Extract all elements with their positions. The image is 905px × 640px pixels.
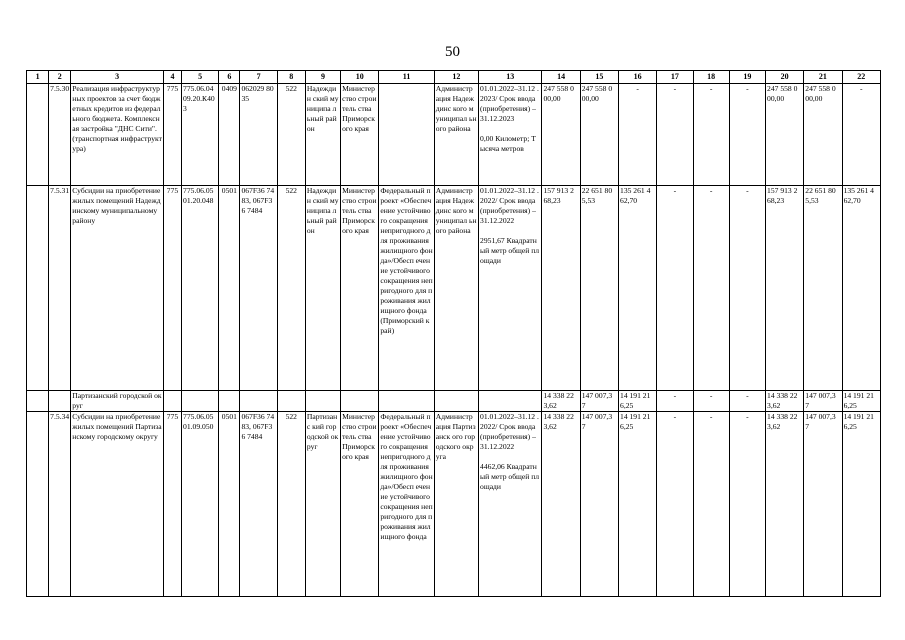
- cell-col-2: 7.5.31: [49, 186, 71, 391]
- cell-col-3: Субсидии на приобретение жилых помещений Надеждинскому муниципальному району: [71, 186, 164, 391]
- table-row: [27, 412, 881, 597]
- cell-col-12: Администр ация Надеждинс кого муниципал ьного района: [434, 186, 478, 391]
- cell-col-6: 0501: [219, 186, 240, 391]
- cell-col-17: -: [657, 84, 693, 186]
- cell-col-21: 147 007,3 7: [804, 412, 842, 597]
- column-header-7: 7: [240, 71, 277, 84]
- cell-col-3: Реализация инфраструктурных проектов за счет бюджетных кредитов из федерального бюджета. Комплексная застройка "ДНС Сити". (транспортная инфраструктура): [71, 84, 164, 186]
- cell-col-1: [27, 391, 49, 412]
- column-header-16: 16: [619, 71, 657, 84]
- cell-col-12: Администр ация Надеждинс кого муниципал ьного района: [434, 84, 478, 186]
- cell-col-2: [49, 391, 71, 412]
- cell-col-8: 522: [277, 84, 305, 186]
- cell-col-10: Министер ство строитель ства Приморск ого края: [341, 186, 379, 391]
- cell-col-20: 14 338 22 3,62: [766, 412, 804, 597]
- column-header-5: 5: [182, 71, 219, 84]
- cell-col-3: Субсидии на приобретение жилых помещений Партизанскому городскому округу: [71, 412, 164, 597]
- cell-col-17: -: [657, 391, 693, 412]
- cell-col-6: [219, 391, 240, 412]
- cell-col-18: -: [693, 412, 729, 597]
- cell-col-16: -: [619, 84, 657, 186]
- cell-col-7: 067F36 7483, 067F36 7484: [240, 412, 277, 597]
- cell-col-9: [305, 391, 340, 412]
- header-row: [27, 71, 881, 84]
- cell-col-19: -: [729, 391, 765, 412]
- cell-col-21: 22 651 80 5,53: [804, 186, 842, 391]
- cell-col-16: 14 191 21 6,25: [619, 391, 657, 412]
- column-header-18: 18: [693, 71, 729, 84]
- cell-col-6: 0501: [219, 412, 240, 597]
- cell-col-17: -: [657, 412, 693, 597]
- cell-col-22: -: [842, 84, 880, 186]
- cell-col-13: 01.01.2022–31.12 .2023/ Срок ввода (приобретения) – 31.12.2023 0,00 Километр; Тысяча метров: [479, 84, 542, 186]
- cell-col-22: 135 261 4 62,70: [842, 186, 880, 391]
- cell-col-3: Партизанский городской округ: [72, 391, 162, 411]
- cell-col-5: 775.06.05 01.09.050: [182, 412, 219, 597]
- cell-col-11: [379, 84, 434, 186]
- cell-col-5: 775.06.05 01.20.048: [182, 186, 219, 391]
- column-header-10: 10: [341, 71, 379, 84]
- cell-col-21: 247 558 0 00,00: [804, 84, 842, 186]
- column-header-2: 2: [49, 71, 71, 84]
- cell-col-14: 157 913 2 68,23: [542, 186, 580, 391]
- cell-col-1: [27, 186, 49, 391]
- cell-col-12: Администр ация Партизанск ого городского округа: [434, 412, 478, 597]
- table-row: [27, 186, 881, 391]
- budget-table: [26, 70, 881, 597]
- cell-col-8: [277, 391, 305, 412]
- cell-col-18: -: [693, 84, 729, 186]
- cell-col-9: Партизанс кий городской округ: [305, 412, 340, 597]
- column-header-22: 22: [842, 71, 880, 84]
- cell-col-19: -: [729, 412, 765, 597]
- column-header-15: 15: [580, 71, 618, 84]
- cell-col-1: [27, 84, 49, 186]
- cell-col-14: 14 338 22 3,62: [542, 412, 580, 597]
- column-header-4: 4: [163, 71, 181, 84]
- cell-col-13: 01.01.2022–31.12 .2022/ Срок ввода (приобретения) – 31.12.2022 4462,06 Квадратный метр общей площади: [479, 412, 542, 597]
- cell-col-17: -: [657, 186, 693, 391]
- cell-col-7: 062029 8035: [240, 84, 277, 186]
- table-row: [27, 84, 881, 186]
- cell-col-15: 147 007,3 7: [580, 412, 618, 597]
- cell-col-11: [379, 391, 434, 412]
- cell-col-7: [240, 391, 277, 412]
- column-header-13: 13: [479, 71, 542, 84]
- cell-col-16: 135 261 4 62,70: [619, 186, 657, 391]
- cell-col-11: Федеральный проект «Обеспечение устойчивого сокращения непригодного для проживания жилищного фонда»/Обесп ечение устойчивого сокращения непригодного для проживания жилищного фонда: [379, 412, 434, 597]
- cell-col-20: 157 913 2 68,23: [766, 186, 804, 391]
- cell-col-2: 7.5.34: [49, 412, 71, 597]
- column-header-19: 19: [729, 71, 765, 84]
- cell-col-20: 247 558 0 00,00: [766, 84, 804, 186]
- cell-col-10: Министер ство строитель ства Приморск ого края: [341, 412, 379, 597]
- cell-col-19: -: [729, 84, 765, 186]
- cell-col-20: 14 338 22 3,62: [766, 391, 804, 412]
- cell-col-21: 147 007,3 7: [804, 391, 842, 412]
- cell-col-16: 14 191 21 6,25: [619, 412, 657, 597]
- column-header-11: 11: [379, 71, 434, 84]
- cell-col-15: 247 558 0 00,00: [580, 84, 618, 186]
- cell-col-18: -: [693, 391, 729, 412]
- column-header-6: 6: [219, 71, 240, 84]
- cell-col-13: 01.01.2022–31.12 .2022/ Срок ввода (приобретения) – 31.12.2022 2951,67 Квадратный метр общей площади: [479, 186, 542, 391]
- column-header-14: 14: [542, 71, 580, 84]
- cell-col-14: 247 558 0 00,00: [542, 84, 580, 186]
- cell-col-15: 147 007,3 7: [580, 391, 618, 412]
- cell-col-4: [163, 391, 181, 412]
- cell-col-22: 14 191 21 6,25: [842, 412, 880, 597]
- cell-col-15: 22 651 80 5,53: [580, 186, 618, 391]
- cell-col-11: Федеральный проект «Обеспечение устойчивого сокращения непригодного для проживания жилищного фонда»/Обесп ечение устойчивого сокращения непригодного для проживания жилищного фонда (Приморский край): [379, 186, 434, 391]
- cell-col-12: [434, 391, 478, 412]
- cell-col-22: 14 191 21 6,25: [842, 391, 880, 412]
- cell-col-7: 067F36 7483, 067F36 7484: [240, 186, 277, 391]
- column-header-20: 20: [766, 71, 804, 84]
- cell-col-8: 522: [277, 186, 305, 391]
- cell-col-10: [341, 391, 379, 412]
- cell-col-4: 775: [163, 186, 181, 391]
- table-row: [27, 391, 881, 412]
- cell-col-5: [182, 391, 219, 412]
- cell-col-6: 0409: [219, 84, 240, 186]
- cell-col-10: Министер ство строитель ства Приморск ого края: [341, 84, 379, 186]
- column-header-8: 8: [277, 71, 305, 84]
- cell-col-4: 775: [163, 84, 181, 186]
- page-number: 50: [445, 44, 460, 60]
- cell-col-1: [27, 412, 49, 597]
- cell-col-9: Надеждин ский муниципа льный район: [305, 84, 340, 186]
- cell-col-19: -: [729, 186, 765, 391]
- cell-col-4: 775: [163, 412, 181, 597]
- cell-col-9: Надеждин ский муниципа льный район: [305, 186, 340, 391]
- column-header-9: 9: [305, 71, 340, 84]
- cell-col-14: 14 338 22 3,62: [542, 391, 580, 412]
- column-header-1: 1: [27, 71, 49, 84]
- cell-col-5: 775.06.04 09.20.К40 3: [182, 84, 219, 186]
- cell-col-2: 7.5.30: [49, 84, 71, 186]
- column-header-3: 3: [71, 71, 164, 84]
- cell-col-13: [479, 391, 542, 412]
- cell-col-18: -: [693, 186, 729, 391]
- column-header-12: 12: [434, 71, 478, 84]
- column-header-21: 21: [804, 71, 842, 84]
- column-header-17: 17: [657, 71, 693, 84]
- cell-col-8: 522: [277, 412, 305, 597]
